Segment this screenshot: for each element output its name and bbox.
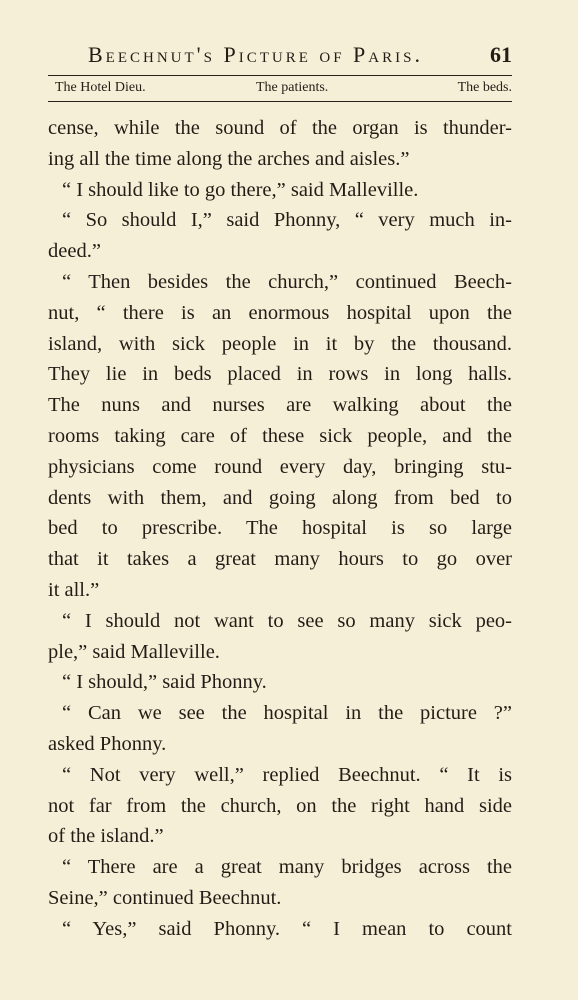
text-line: “ Then besides the church,” continued Beech- <box>62 270 512 293</box>
text-line: dents with them, and going along from bed to <box>48 486 512 509</box>
text-line: The nuns and nurses are walking about the <box>48 394 512 417</box>
text-line: Seine,” continued Beechnut. <box>48 886 282 909</box>
page-number: 61 <box>490 42 512 67</box>
text-line: “ I should not want to see so many sick peo- <box>62 609 512 632</box>
text-line: “ I should like to go there,” said Malleville. <box>62 178 419 201</box>
text-line: “ Can we see the hospital in the picture ?” <box>62 702 512 725</box>
header-rule-top <box>48 75 512 76</box>
text-line: ple,” said Malleville. <box>48 640 220 663</box>
text-line: island, with sick people in it by the thousand. <box>48 332 512 355</box>
body-text <box>48 113 512 945</box>
running-title: Beechnut's Picture of Paris. <box>88 42 423 67</box>
text-line: it all.” <box>48 578 100 601</box>
text-line: “ Not very well,” replied Beechnut. “ It is <box>62 763 512 786</box>
text-line: nut, “ there is an enormous hospital upon the <box>48 301 512 324</box>
text-line: “ I should,” said Phonny. <box>62 671 267 694</box>
text-line: asked Phonny. <box>48 732 167 755</box>
text-line: bed to prescribe. The hospital is so large <box>48 517 512 540</box>
running-head <box>88 38 512 74</box>
topic-subheads <box>50 80 512 100</box>
text-line: cense, while the sound of the organ is thunder- <box>48 117 512 139</box>
text-line: They lie in beds placed in rows in long halls. <box>48 363 512 386</box>
text-line: ing all the time along the arches and aisles.” <box>48 147 410 170</box>
text-line: that it takes a great many hours to go over <box>48 548 512 571</box>
header-rule-bottom <box>48 101 512 102</box>
subhead-center: The patients. <box>256 80 329 95</box>
text-line: physicians come round every day, bringing stu- <box>48 455 512 478</box>
text-line: “ So should I,” said Phonny, “ very much in- <box>62 209 512 232</box>
text-line: rooms taking care of these sick people, and the <box>48 424 512 447</box>
subhead-right: The beds. <box>457 80 512 95</box>
text-line: “ There are a great many bridges across the <box>62 856 512 879</box>
text-line: “ Yes,” said Phonny. “ I mean to count <box>62 917 512 940</box>
text-line: deed.” <box>48 240 101 263</box>
text-line: not far from the church, on the right hand side <box>48 794 512 817</box>
subhead-left: The Hotel Dieu. <box>55 80 146 95</box>
text-line: of the island.” <box>48 825 164 848</box>
